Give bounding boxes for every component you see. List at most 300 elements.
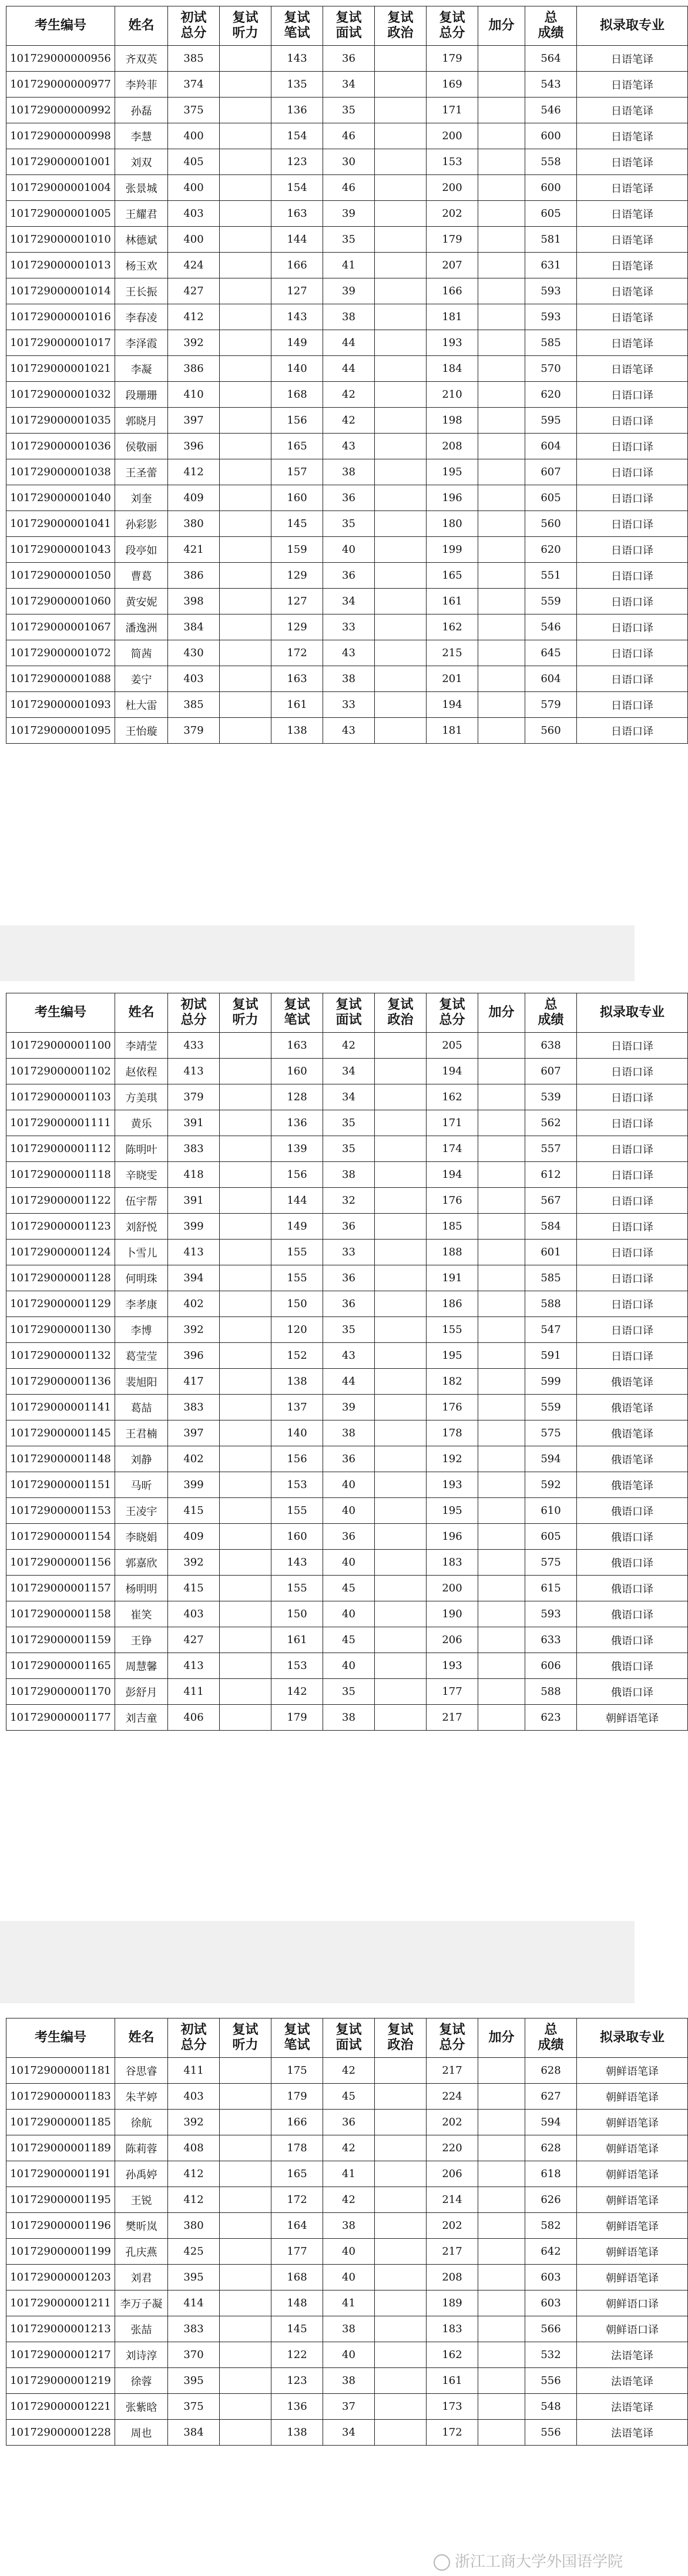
total-score-cell: 556: [525, 2420, 577, 2446]
retest-total-cell: 196: [427, 485, 478, 511]
politics-cell: [375, 692, 427, 718]
total-score-cell: 543: [525, 72, 577, 98]
interview-cell: 44: [323, 1369, 375, 1395]
name-cell: 杜大雷: [115, 692, 168, 718]
interview-cell: 40: [323, 1498, 375, 1524]
written-cell: 156: [271, 408, 323, 434]
candidate-id-cell: 101729000001021: [6, 356, 115, 382]
table-row: [6, 1291, 688, 1317]
candidate-id-cell: 101729000001228: [6, 2420, 115, 2446]
politics-cell: [375, 718, 427, 744]
written-cell: 178: [271, 2135, 323, 2161]
table-row: [6, 2084, 688, 2110]
candidate-id-cell: 101729000001141: [6, 1395, 115, 1420]
bonus-cell: [478, 459, 525, 485]
initial-score-cell: 410: [168, 382, 220, 408]
major-cell: 朝鲜语笔译: [577, 2161, 688, 2187]
politics-cell: [375, 511, 427, 537]
major-cell: 日语口译: [577, 718, 688, 744]
table-row: [6, 1343, 688, 1369]
interview-cell: 36: [323, 1446, 375, 1472]
initial-score-cell: 374: [168, 72, 220, 98]
retest-total-cell: 193: [427, 1472, 478, 1498]
listening-cell: [220, 2084, 271, 2110]
major-cell: 日语口译: [577, 1033, 688, 1059]
retest-total-cell: 178: [427, 1420, 478, 1446]
initial-score-cell: 413: [168, 1240, 220, 1265]
listening-cell: [220, 2110, 271, 2135]
initial-score-cell: 380: [168, 511, 220, 537]
initial-score-cell: 409: [168, 1524, 220, 1550]
initial-score-cell: 399: [168, 1472, 220, 1498]
name-cell: 杨玉欢: [115, 253, 168, 278]
written-cell: 160: [271, 1059, 323, 1084]
table-row: [6, 1188, 688, 1214]
header-written: 复试 笔试: [271, 2019, 323, 2058]
major-cell: 日语口译: [577, 459, 688, 485]
table-row: [6, 1110, 688, 1136]
initial-score-cell: 400: [168, 227, 220, 253]
interview-cell: 42: [323, 2187, 375, 2213]
bonus-cell: [478, 537, 525, 563]
interview-cell: 34: [323, 2420, 375, 2446]
initial-score-cell: 375: [168, 98, 220, 123]
candidate-id-cell: 101729000000998: [6, 123, 115, 149]
politics-cell: [375, 2110, 427, 2135]
name-cell: 刘君: [115, 2265, 168, 2290]
table-row: [6, 304, 688, 330]
table-row: [6, 2368, 688, 2394]
table-row: [6, 46, 688, 72]
politics-cell: [375, 563, 427, 589]
interview-cell: 35: [323, 511, 375, 537]
table-row: [6, 1627, 688, 1653]
candidate-id-cell: 101729000001145: [6, 1420, 115, 1446]
interview-cell: 36: [323, 485, 375, 511]
major-cell: 法语笔译: [577, 2394, 688, 2420]
written-cell: 164: [271, 2213, 323, 2239]
politics-cell: [375, 1653, 427, 1679]
total-score-cell: 595: [525, 408, 577, 434]
retest-total-cell: 153: [427, 149, 478, 175]
bonus-cell: [478, 2239, 525, 2265]
major-cell: 日语口译: [577, 614, 688, 640]
candidate-id-cell: 101729000001154: [6, 1524, 115, 1550]
name-cell: 刘静: [115, 1446, 168, 1472]
bonus-cell: [478, 175, 525, 201]
listening-cell: [220, 356, 271, 382]
total-score-cell: 604: [525, 666, 577, 692]
written-cell: 156: [271, 1162, 323, 1188]
politics-cell: [375, 2316, 427, 2342]
initial-score-cell: 411: [168, 1679, 220, 1705]
candidate-id-cell: 101729000001124: [6, 1240, 115, 1265]
total-score-cell: 566: [525, 2316, 577, 2342]
initial-score-cell: 379: [168, 1084, 220, 1110]
name-cell: 徐航: [115, 2110, 168, 2135]
score-table: [6, 2018, 688, 2446]
total-score-cell: 588: [525, 1679, 577, 1705]
candidate-id-cell: 101729000001067: [6, 614, 115, 640]
bonus-cell: [478, 1705, 525, 1731]
candidate-id-cell: 101729000001010: [6, 227, 115, 253]
politics-cell: [375, 2239, 427, 2265]
total-score-cell: 607: [525, 459, 577, 485]
header-candidate-id: 考生编号: [6, 993, 115, 1033]
listening-cell: [220, 278, 271, 304]
major-cell: 俄语笔译: [577, 1395, 688, 1420]
major-cell: 日语口译: [577, 382, 688, 408]
retest-total-cell: 185: [427, 1214, 478, 1240]
listening-cell: [220, 2290, 271, 2316]
written-cell: 166: [271, 253, 323, 278]
retest-total-cell: 217: [427, 1705, 478, 1731]
bonus-cell: [478, 2368, 525, 2394]
bonus-cell: [478, 1033, 525, 1059]
total-score-cell: 623: [525, 1705, 577, 1731]
politics-cell: [375, 1550, 427, 1576]
written-cell: 155: [271, 1498, 323, 1524]
name-cell: 林德斌: [115, 227, 168, 253]
bonus-cell: [478, 2394, 525, 2420]
listening-cell: [220, 1240, 271, 1265]
total-score-cell: 559: [525, 1395, 577, 1420]
written-cell: 148: [271, 2290, 323, 2316]
candidate-id-cell: 101729000001157: [6, 1576, 115, 1601]
candidate-id-cell: 101729000001111: [6, 1110, 115, 1136]
listening-cell: [220, 485, 271, 511]
retest-total-cell: 191: [427, 1265, 478, 1291]
interview-cell: 39: [323, 278, 375, 304]
name-cell: 刘吉童: [115, 1705, 168, 1731]
total-score-cell: 539: [525, 1084, 577, 1110]
listening-cell: [220, 537, 271, 563]
politics-cell: [375, 356, 427, 382]
initial-score-cell: 417: [168, 1369, 220, 1395]
listening-cell: [220, 1601, 271, 1627]
retest-total-cell: 184: [427, 356, 478, 382]
interview-cell: 38: [323, 1420, 375, 1446]
candidate-id-cell: 101729000001001: [6, 149, 115, 175]
candidate-id-cell: 101729000001093: [6, 692, 115, 718]
initial-score-cell: 427: [168, 1627, 220, 1653]
header-bonus: 加分: [478, 6, 525, 46]
politics-cell: [375, 1705, 427, 1731]
total-score-cell: 579: [525, 692, 577, 718]
major-cell: 俄语口译: [577, 1498, 688, 1524]
written-cell: 153: [271, 1653, 323, 1679]
bonus-cell: [478, 2290, 525, 2316]
politics-cell: [375, 2342, 427, 2368]
major-cell: 日语口译: [577, 1162, 688, 1188]
interview-cell: 46: [323, 123, 375, 149]
wechat-icon: [434, 2554, 450, 2571]
table-row: [6, 589, 688, 614]
candidate-id-cell: 101729000001211: [6, 2290, 115, 2316]
retest-total-cell: 181: [427, 718, 478, 744]
interview-cell: 34: [323, 72, 375, 98]
initial-score-cell: 385: [168, 692, 220, 718]
retest-total-cell: 162: [427, 2342, 478, 2368]
initial-score-cell: 403: [168, 1601, 220, 1627]
total-score-cell: 607: [525, 1059, 577, 1084]
bonus-cell: [478, 511, 525, 537]
written-cell: 144: [271, 227, 323, 253]
written-cell: 150: [271, 1291, 323, 1317]
candidate-id-cell: 101729000001035: [6, 408, 115, 434]
table-row: [6, 2213, 688, 2239]
total-score-cell: 600: [525, 175, 577, 201]
retest-total-cell: 161: [427, 2368, 478, 2394]
candidate-id-cell: 101729000001017: [6, 330, 115, 356]
candidate-id-cell: 101729000001036: [6, 434, 115, 459]
name-cell: 黄乐: [115, 1110, 168, 1136]
initial-score-cell: 406: [168, 1705, 220, 1731]
bonus-cell: [478, 356, 525, 382]
candidate-id-cell: 101729000001148: [6, 1446, 115, 1472]
header-total-score: 总 成绩: [525, 993, 577, 1033]
initial-score-cell: 408: [168, 2135, 220, 2161]
bonus-cell: [478, 666, 525, 692]
name-cell: 王耀君: [115, 201, 168, 227]
listening-cell: [220, 1317, 271, 1343]
retest-total-cell: 179: [427, 227, 478, 253]
written-cell: 157: [271, 459, 323, 485]
written-cell: 165: [271, 434, 323, 459]
bonus-cell: [478, 330, 525, 356]
total-score-cell: 628: [525, 2058, 577, 2084]
table-row: [6, 1550, 688, 1576]
total-score-cell: 547: [525, 1317, 577, 1343]
interview-cell: 36: [323, 563, 375, 589]
initial-score-cell: 391: [168, 1188, 220, 1214]
listening-cell: [220, 330, 271, 356]
bonus-cell: [478, 1395, 525, 1420]
written-cell: 159: [271, 537, 323, 563]
header-name: 姓名: [115, 993, 168, 1033]
total-score-cell: 585: [525, 330, 577, 356]
table-row: [6, 485, 688, 511]
retest-total-cell: 193: [427, 1653, 478, 1679]
name-cell: 周也: [115, 2420, 168, 2446]
total-score-cell: 594: [525, 2110, 577, 2135]
name-cell: 郭嘉欣: [115, 1550, 168, 1576]
candidate-id-cell: 101729000001170: [6, 1679, 115, 1705]
politics-cell: [375, 2290, 427, 2316]
interview-cell: 39: [323, 201, 375, 227]
retest-total-cell: 194: [427, 1059, 478, 1084]
header-listening: 复试 听力: [220, 2019, 271, 2058]
major-cell: 朝鲜语笔译: [577, 2187, 688, 2213]
candidate-id-cell: 101729000001195: [6, 2187, 115, 2213]
major-cell: 日语口译: [577, 511, 688, 537]
listening-cell: [220, 2342, 271, 2368]
name-cell: 刘奎: [115, 485, 168, 511]
candidate-id-cell: 101729000001136: [6, 1369, 115, 1395]
bonus-cell: [478, 1136, 525, 1162]
interview-cell: 41: [323, 2290, 375, 2316]
politics-cell: [375, 1136, 427, 1162]
name-cell: 曹葛: [115, 563, 168, 589]
name-cell: 李博: [115, 1317, 168, 1343]
retest-total-cell: 186: [427, 1291, 478, 1317]
candidate-id-cell: 101729000001183: [6, 2084, 115, 2110]
interview-cell: 45: [323, 2084, 375, 2110]
initial-score-cell: 392: [168, 1317, 220, 1343]
written-cell: 145: [271, 2316, 323, 2342]
total-score-cell: 593: [525, 1601, 577, 1627]
candidate-id-cell: 101729000001151: [6, 1472, 115, 1498]
politics-cell: [375, 2161, 427, 2187]
interview-cell: 38: [323, 459, 375, 485]
written-cell: 175: [271, 2058, 323, 2084]
interview-cell: 43: [323, 640, 375, 666]
candidate-id-cell: 101729000001040: [6, 485, 115, 511]
interview-cell: 36: [323, 1291, 375, 1317]
written-cell: 139: [271, 1136, 323, 1162]
bonus-cell: [478, 563, 525, 589]
retest-total-cell: 171: [427, 98, 478, 123]
table-row: [6, 1498, 688, 1524]
retest-total-cell: 192: [427, 1446, 478, 1472]
major-cell: 朝鲜语口译: [577, 2290, 688, 2316]
interview-cell: 43: [323, 434, 375, 459]
major-cell: 俄语笔译: [577, 1420, 688, 1446]
politics-cell: [375, 1214, 427, 1240]
bonus-cell: [478, 2342, 525, 2368]
politics-cell: [375, 2265, 427, 2290]
table-row: [6, 2420, 688, 2446]
total-score-cell: 603: [525, 2290, 577, 2316]
candidate-id-cell: 101729000001199: [6, 2239, 115, 2265]
politics-cell: [375, 1162, 427, 1188]
header-retest-total: 复试 总分: [427, 2019, 478, 2058]
listening-cell: [220, 149, 271, 175]
candidate-id-cell: 101729000001153: [6, 1498, 115, 1524]
candidate-id-cell: 101729000001181: [6, 2058, 115, 2084]
name-cell: 侯敬丽: [115, 434, 168, 459]
retest-total-cell: 206: [427, 2161, 478, 2187]
written-cell: 144: [271, 1188, 323, 1214]
bonus-cell: [478, 1110, 525, 1136]
header-interview: 复试 面试: [323, 6, 375, 46]
written-cell: 160: [271, 485, 323, 511]
bonus-cell: [478, 2084, 525, 2110]
total-score-cell: 604: [525, 434, 577, 459]
score-table: [6, 993, 688, 1731]
name-cell: 孙磊: [115, 98, 168, 123]
total-score-cell: 546: [525, 614, 577, 640]
bonus-cell: [478, 1084, 525, 1110]
bonus-cell: [478, 1059, 525, 1084]
bonus-cell: [478, 1317, 525, 1343]
name-cell: 郭晓月: [115, 408, 168, 434]
listening-cell: [220, 1395, 271, 1420]
header-bonus: 加分: [478, 993, 525, 1033]
total-score-cell: 605: [525, 1524, 577, 1550]
initial-score-cell: 383: [168, 2316, 220, 2342]
name-cell: 段亭如: [115, 537, 168, 563]
candidate-id-cell: 101729000001189: [6, 2135, 115, 2161]
total-score-cell: 562: [525, 1110, 577, 1136]
listening-cell: [220, 2265, 271, 2290]
candidate-id-cell: 101729000001185: [6, 2110, 115, 2135]
initial-score-cell: 415: [168, 1576, 220, 1601]
retest-total-cell: 200: [427, 175, 478, 201]
interview-cell: 42: [323, 382, 375, 408]
interview-cell: 38: [323, 2316, 375, 2342]
table-row: [6, 2058, 688, 2084]
bonus-cell: [478, 1420, 525, 1446]
table-row: [6, 382, 688, 408]
total-score-cell: 620: [525, 382, 577, 408]
listening-cell: [220, 2161, 271, 2187]
retest-total-cell: 195: [427, 459, 478, 485]
candidate-id-cell: 101729000001100: [6, 1033, 115, 1059]
header-row: [6, 6, 688, 46]
bonus-cell: [478, 1550, 525, 1576]
bonus-cell: [478, 2135, 525, 2161]
bonus-cell: [478, 2110, 525, 2135]
initial-score-cell: 397: [168, 408, 220, 434]
politics-cell: [375, 1524, 427, 1550]
retest-total-cell: 162: [427, 614, 478, 640]
header-total-score: 总 成绩: [525, 2019, 577, 2058]
interview-cell: 34: [323, 1084, 375, 1110]
retest-total-cell: 202: [427, 2213, 478, 2239]
initial-score-cell: 385: [168, 46, 220, 72]
written-cell: 160: [271, 1524, 323, 1550]
bonus-cell: [478, 485, 525, 511]
interview-cell: 30: [323, 149, 375, 175]
written-cell: 150: [271, 1601, 323, 1627]
listening-cell: [220, 46, 271, 72]
major-cell: 日语笔译: [577, 98, 688, 123]
total-score-cell: 615: [525, 1576, 577, 1601]
bonus-cell: [478, 614, 525, 640]
politics-cell: [375, 1188, 427, 1214]
listening-cell: [220, 666, 271, 692]
interview-cell: 44: [323, 356, 375, 382]
name-cell: 王凌宇: [115, 1498, 168, 1524]
total-score-cell: 594: [525, 1446, 577, 1472]
candidate-id-cell: 101729000001221: [6, 2394, 115, 2420]
total-score-cell: 605: [525, 485, 577, 511]
name-cell: 齐双英: [115, 46, 168, 72]
candidate-id-cell: 101729000001041: [6, 511, 115, 537]
total-score-cell: 548: [525, 2394, 577, 2420]
table-row: [6, 1420, 688, 1446]
initial-score-cell: 396: [168, 434, 220, 459]
major-cell: 法语笔译: [577, 2368, 688, 2394]
candidate-id-cell: 101729000001060: [6, 589, 115, 614]
name-cell: 辛晓雯: [115, 1162, 168, 1188]
politics-cell: [375, 640, 427, 666]
name-cell: 王怡璇: [115, 718, 168, 744]
written-cell: 155: [271, 1240, 323, 1265]
retest-total-cell: 199: [427, 537, 478, 563]
table-row: [6, 614, 688, 640]
candidate-id-cell: 101729000001088: [6, 666, 115, 692]
name-cell: 葛莹莹: [115, 1343, 168, 1369]
table-row: [6, 666, 688, 692]
table-row: [6, 227, 688, 253]
table-row: [6, 1601, 688, 1627]
name-cell: 李靖莹: [115, 1033, 168, 1059]
bonus-cell: [478, 1188, 525, 1214]
initial-score-cell: 375: [168, 2394, 220, 2420]
name-cell: 王锐: [115, 2187, 168, 2213]
